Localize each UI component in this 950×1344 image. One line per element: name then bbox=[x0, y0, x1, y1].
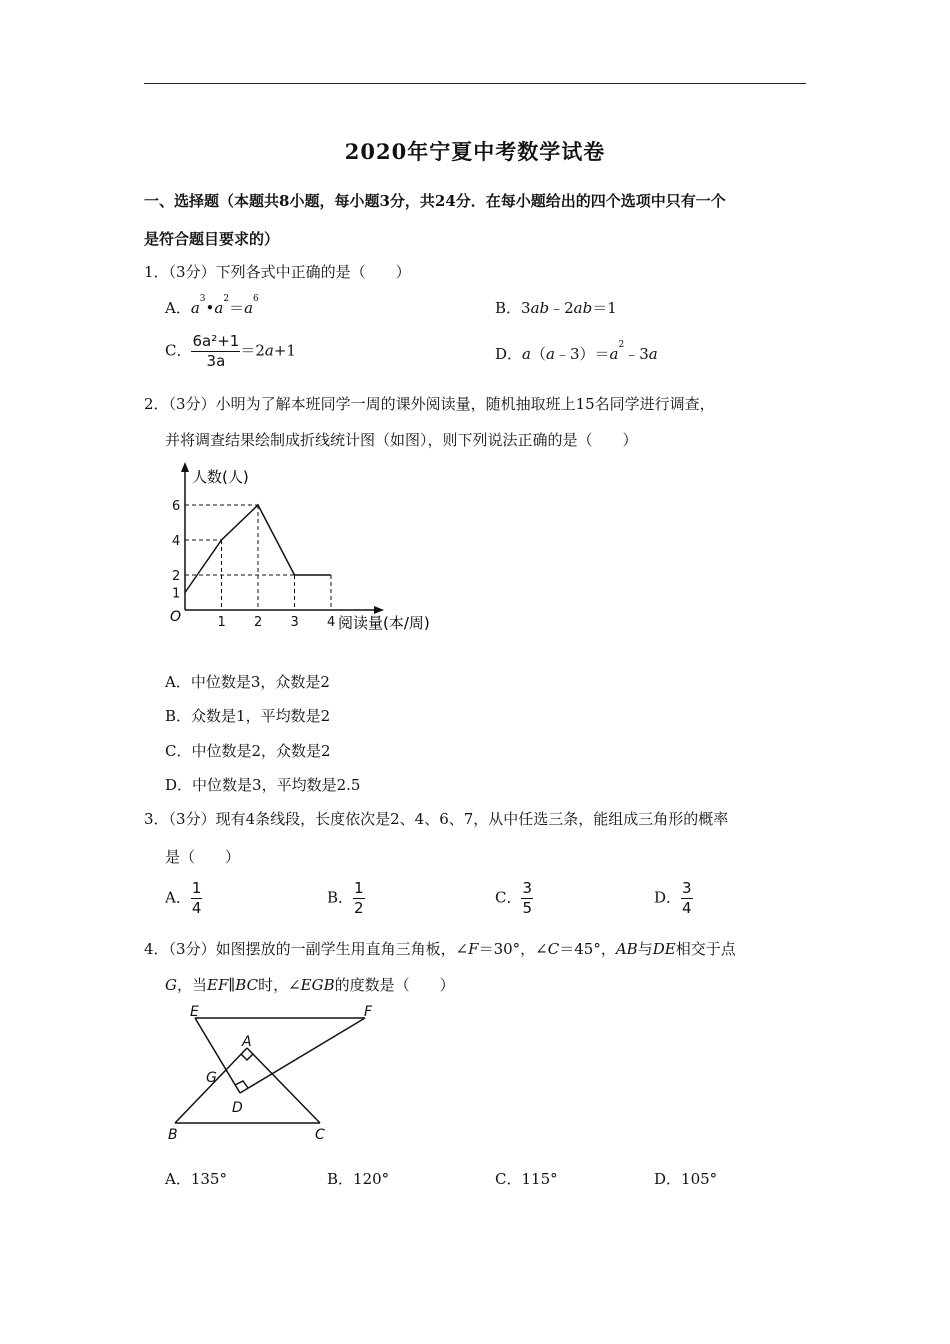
q2-option-a: A．中位数是3，众数是2 bbox=[165, 673, 330, 691]
q1-stem: 1．（3分）下列各式中正确的是（ ） bbox=[144, 263, 411, 281]
q2-option-b: B．众数是1，平均数是2 bbox=[165, 707, 331, 725]
header-rule bbox=[144, 83, 806, 84]
q3-option-c: C． $\frac{3}{5}$ bbox=[495, 879, 533, 917]
y-tick-label-4: 4 bbox=[172, 534, 181, 549]
segment-ed bbox=[195, 1018, 240, 1093]
y-axis-label: 人数(人) bbox=[192, 468, 249, 486]
x-axis-arrow bbox=[374, 606, 384, 614]
q4-option-d: D．105° bbox=[654, 1170, 718, 1188]
q4-option-b: B．120° bbox=[327, 1170, 390, 1188]
y-axis-arrow bbox=[181, 462, 189, 472]
triangle-figure bbox=[160, 1000, 390, 1150]
q3-option-a: A． $\frac{1}{4}$ bbox=[165, 879, 202, 917]
x-tick-label-4: 4 bbox=[327, 615, 336, 630]
q4-option-c: C．115° bbox=[495, 1170, 558, 1188]
x-tick-label-2: 2 bbox=[254, 615, 263, 630]
section-heading-line1: 一、选择题（本题共8小题，每小题3分，共24分．在每小题给出的四个选项中只有一个 bbox=[144, 192, 726, 210]
y-tick-label-6: 6 bbox=[172, 499, 181, 514]
q2-stem-line2: 并将调查结果绘制成折线统计图（如图），则下列说法正确的是（ ） bbox=[165, 431, 638, 449]
label-d: D bbox=[232, 1100, 243, 1116]
line-chart bbox=[150, 455, 460, 640]
label-g: G bbox=[206, 1070, 217, 1086]
label-c: C bbox=[315, 1127, 325, 1143]
right-angle-mark-a bbox=[241, 1054, 253, 1060]
x-tick-label-1: 1 bbox=[217, 615, 226, 630]
segment-df bbox=[240, 1018, 365, 1093]
q4-option-a: A．135° bbox=[165, 1170, 227, 1188]
y-tick-label-1: 1 bbox=[172, 586, 181, 602]
q3-stem-line2: 是（ ） bbox=[165, 848, 241, 866]
x-tick-label-3: 3 bbox=[290, 615, 299, 630]
section-heading-line2: 是符合题目要求的） bbox=[144, 230, 280, 248]
page-title: 2020年宁夏中考数学试卷 bbox=[344, 139, 606, 164]
q2-stem-line1: 2．（3分）小明为了解本班同学一周的课外阅读量，随机抽取班上15名同学进行调查， bbox=[144, 395, 715, 413]
label-b: B bbox=[168, 1127, 178, 1143]
q1-c-fraction: $\frac{\text{6a²+1}}{3a}$ bbox=[192, 332, 240, 370]
origin-label: O bbox=[170, 609, 182, 625]
q1-option-b: B．3ab﹣2ab＝1 bbox=[495, 299, 617, 317]
label-e: E bbox=[190, 1004, 199, 1020]
q3-option-b: B． $\frac{1}{2}$ bbox=[327, 879, 364, 917]
q2-option-c: C．中位数是2，众数是2 bbox=[165, 742, 331, 760]
label-f: F bbox=[364, 1004, 373, 1020]
q1-option-a: A．$a^3•a^2=a^6$ bbox=[165, 294, 259, 317]
segment-ac bbox=[247, 1048, 320, 1123]
y-tick-label-2: 2 bbox=[172, 569, 181, 584]
x-axis-label: 阅读量(本/周) bbox=[338, 614, 430, 632]
q3-option-d: D． $\frac{3}{4}$ bbox=[654, 879, 692, 917]
q4-stem-line1: 4．（3分）如图摆放的一副学生用直角三角板，∠F＝30°，∠C＝45°，AB与DE相交于点 bbox=[144, 940, 736, 958]
q3-stem-line1: 3．（3分）现有4条线段，长度依次是2、4、6、7，从中任选三条，能组成三角形的概率 bbox=[144, 810, 729, 828]
q1-option-c: C． $\frac{\text{6a²+1}}{3a}$ ＝2a+1 bbox=[165, 332, 296, 370]
q4-stem-line2: G，当EF∥BC时，∠EGB的度数是（ ） bbox=[165, 976, 455, 994]
q1-option-d: D．$a(a﹣3)=a^2﹣3a$ bbox=[495, 340, 658, 363]
q2-option-d: D．中位数是3，平均数是2.5 bbox=[165, 776, 361, 794]
label-a: A bbox=[242, 1034, 252, 1050]
